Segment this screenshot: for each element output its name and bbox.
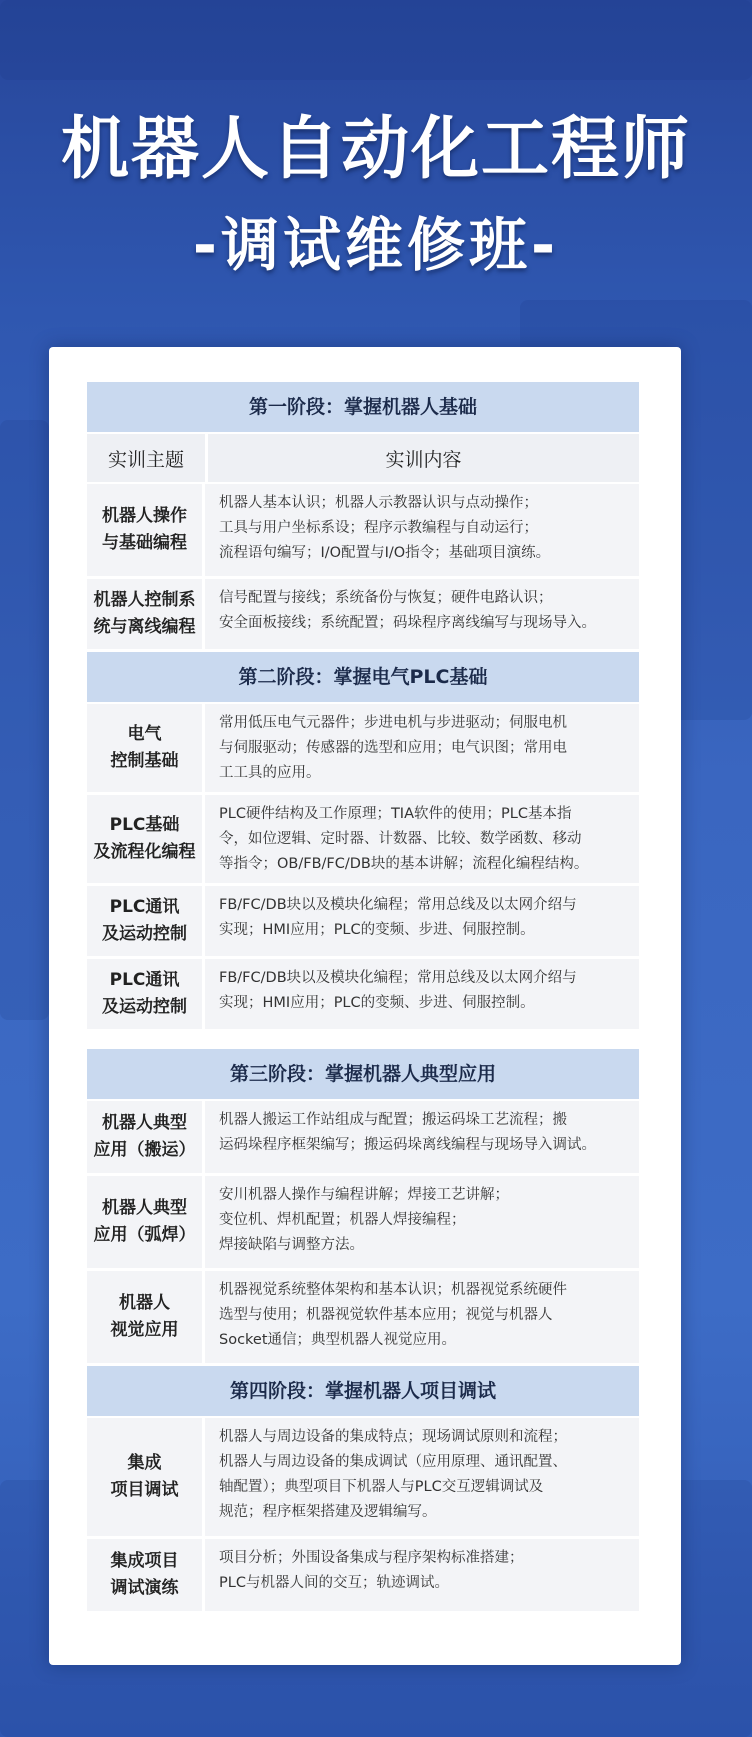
table-header: [87, 434, 639, 484]
curriculum-panel: [49, 347, 681, 1665]
row-content: 机器人搬运工作站组成与配置；搬运码垛工艺流程；搬 运码垛程序框架编写；搬运码垛离线编程与现场导入调试。: [219, 1112, 596, 1153]
table-row: [87, 1418, 639, 1539]
table-row: [87, 1539, 639, 1614]
page-title: 机器人自动化工程师: [60, 110, 691, 189]
row-topic: PLC基础 及流程化编程: [87, 795, 205, 883]
table-row: [87, 579, 639, 652]
stage-title: 第二阶段：掌握电气PLC基础: [87, 652, 639, 704]
table-row: [87, 484, 639, 579]
row-content: 常用低压电气元器件；步进电机与步进驱动；伺服电机 与伺服驱动；传感器的选型和应用；电气识图；常用电 工工具的应用。: [219, 715, 567, 781]
row-topic: 集成项目 调试演练: [87, 1539, 205, 1611]
table-row: [87, 886, 639, 959]
table-row: [87, 1271, 639, 1366]
row-topic: 机器人 视觉应用: [87, 1271, 205, 1363]
row-topic: PLC通讯 及运动控制: [87, 959, 205, 1029]
row-content: FB/FC/DB块以及模块化编程；常用总线及以太网介绍与 实现；HMI应用；PLC的变频、步进、伺服控制。: [219, 897, 577, 938]
table-row: [87, 959, 639, 1032]
row-topic: PLC通讯 及运动控制: [87, 886, 205, 956]
row-topic: 机器人控制系 统与离线编程: [87, 579, 205, 649]
page-subtitle: -调试维修班-: [192, 211, 560, 279]
header-topic: 实训主题: [87, 434, 208, 482]
row-content: 机器视觉系统整体架构和基本认识；机器视觉系统硬件 选型与使用；机器视觉软件基本应用；视觉与机器人 Socket通信；典型机器人视觉应用。: [219, 1282, 567, 1348]
table-row: [87, 1176, 639, 1271]
row-topic: 机器人典型 应用（弧焊）: [87, 1176, 205, 1268]
row-topic: 机器人典型 应用（搬运）: [87, 1101, 205, 1173]
curriculum-table-part1: [87, 382, 639, 1032]
row-topic: 电气 控制基础: [87, 704, 205, 792]
stage-title: 第三阶段：掌握机器人典型应用: [87, 1049, 639, 1101]
row-content: 机器人基本认识；机器人示教器认识与点动操作； 工具与用户坐标系设；程序示教编程与自动运行； 流程语句编写；I/O配置与I/O指令；基础项目演练。: [219, 495, 551, 561]
table-row: [87, 1101, 639, 1176]
header-content: 实训内容: [385, 448, 462, 471]
row-topic: 机器人操作 与基础编程: [87, 484, 205, 576]
row-content: PLC硬件结构及工作原理；TIA软件的使用；PLC基本指 令，如位逻辑、定时器、计数器、比较、数学函数、移动 等指令；OB/FB/FC/DB块的基本讲解；流程化编程结构。: [219, 806, 589, 872]
row-content: 项目分析；外围设备集成与程序架构标准搭建； PLC与机器人间的交互；轨迹调试。: [219, 1550, 524, 1591]
background-block: [0, 420, 49, 1020]
curriculum-table-part2: [87, 1049, 639, 1614]
table-row: [87, 704, 639, 795]
row-topic: 集成 项目调试: [87, 1418, 205, 1536]
stage-title: 第四阶段：掌握机器人项目调试: [87, 1366, 639, 1418]
table-row: [87, 795, 639, 886]
row-content: 机器人与周边设备的集成特点；现场调试原则和流程； 机器人与周边设备的集成调试（应用原理、通讯配置、 轴配置）；典型项目下机器人与PLC交互逻辑调试及 规范；程序框架搭建及逻辑编写。: [219, 1429, 567, 1520]
row-content: 安川机器人操作与编程讲解；焊接工艺讲解； 变位机、焊机配置；机器人焊接编程； 焊接缺陷与调整方法。: [219, 1187, 509, 1253]
row-content: FB/FC/DB块以及模块化编程；常用总线及以太网介绍与 实现；HMI应用；PLC的变频、步进、伺服控制。: [219, 970, 577, 1011]
row-content: 信号配置与接线；系统备份与恢复；硬件电路认识； 安全面板接线；系统配置；码垛程序离线编写与现场导入。: [219, 590, 596, 631]
stage-title: 第一阶段：掌握机器人基础: [87, 382, 639, 434]
background-block: [0, 0, 752, 80]
